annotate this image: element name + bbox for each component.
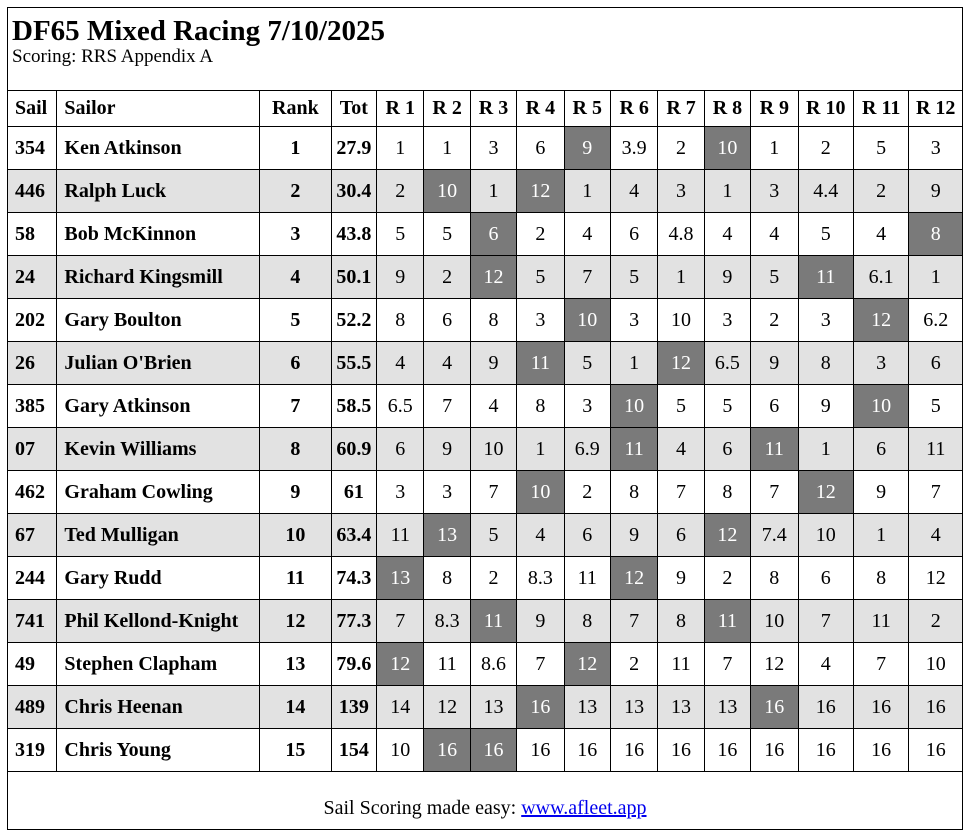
race-score-cell: 5 bbox=[517, 256, 564, 299]
dropped-race-score-cell: 12 bbox=[658, 342, 704, 385]
total-cell: 55.5 bbox=[331, 342, 376, 385]
race-score-cell: 12 bbox=[909, 557, 963, 600]
race-score-cell: 5 bbox=[909, 385, 963, 428]
race-score-cell: 7 bbox=[798, 600, 853, 643]
dropped-race-score-cell: 10 bbox=[517, 471, 564, 514]
race-score-cell: 10 bbox=[658, 299, 704, 342]
race-score-cell: 3 bbox=[853, 342, 908, 385]
race-score-cell: 1 bbox=[424, 127, 470, 170]
column-header: R 11 bbox=[853, 91, 908, 127]
race-score-cell: 8 bbox=[377, 299, 424, 342]
race-score-cell: 7 bbox=[424, 385, 470, 428]
race-score-cell: 14 bbox=[377, 686, 424, 729]
race-score-cell: 9 bbox=[610, 514, 657, 557]
sailor-name-cell: Ken Atkinson bbox=[57, 127, 260, 170]
race-score-cell: 4 bbox=[751, 213, 798, 256]
race-score-cell: 4 bbox=[704, 213, 750, 256]
race-score-cell: 9 bbox=[470, 342, 516, 385]
race-score-cell: 16 bbox=[704, 729, 750, 772]
race-score-cell: 4 bbox=[610, 170, 657, 213]
sail-number-cell: 26 bbox=[8, 342, 57, 385]
rank-cell: 10 bbox=[260, 514, 332, 557]
sail-number-cell: 354 bbox=[8, 127, 57, 170]
race-score-cell: 1 bbox=[564, 170, 610, 213]
race-score-cell: 6 bbox=[610, 213, 657, 256]
afleet-link[interactable]: www.afleet.app bbox=[521, 797, 647, 819]
race-score-cell: 2 bbox=[517, 213, 564, 256]
race-score-cell: 1 bbox=[798, 428, 853, 471]
dropped-race-score-cell: 11 bbox=[704, 600, 750, 643]
rank-cell: 13 bbox=[260, 643, 332, 686]
race-score-cell: 3 bbox=[909, 127, 963, 170]
race-score-cell: 11 bbox=[853, 600, 908, 643]
race-score-cell: 11 bbox=[658, 643, 704, 686]
dropped-race-score-cell: 9 bbox=[564, 127, 610, 170]
race-score-cell: 6 bbox=[751, 385, 798, 428]
race-score-cell: 8.6 bbox=[470, 643, 516, 686]
race-score-cell: 6 bbox=[704, 428, 750, 471]
race-score-cell: 2 bbox=[853, 170, 908, 213]
dropped-race-score-cell: 6 bbox=[470, 213, 516, 256]
total-cell: 79.6 bbox=[331, 643, 376, 686]
table-row bbox=[8, 557, 963, 600]
race-score-cell: 6.2 bbox=[909, 299, 963, 342]
race-score-cell: 5 bbox=[853, 127, 908, 170]
race-score-cell: 3 bbox=[798, 299, 853, 342]
rank-cell: 6 bbox=[260, 342, 332, 385]
race-score-cell: 11 bbox=[424, 643, 470, 686]
sailor-name-cell: Stephen Clapham bbox=[57, 643, 260, 686]
dropped-race-score-cell: 12 bbox=[517, 170, 564, 213]
rank-cell: 14 bbox=[260, 686, 332, 729]
rank-cell: 1 bbox=[260, 127, 332, 170]
race-score-cell: 16 bbox=[610, 729, 657, 772]
dropped-race-score-cell: 12 bbox=[470, 256, 516, 299]
race-score-cell: 1 bbox=[470, 170, 516, 213]
total-cell: 58.5 bbox=[331, 385, 376, 428]
race-score-cell: 8 bbox=[564, 600, 610, 643]
column-header: R 5 bbox=[564, 91, 610, 127]
total-cell: 30.4 bbox=[331, 170, 376, 213]
table-row bbox=[8, 514, 963, 557]
race-score-cell: 6 bbox=[853, 428, 908, 471]
total-cell: 60.9 bbox=[331, 428, 376, 471]
race-score-cell: 8.3 bbox=[517, 557, 564, 600]
rank-cell: 4 bbox=[260, 256, 332, 299]
table-row bbox=[8, 643, 963, 686]
dropped-race-score-cell: 10 bbox=[424, 170, 470, 213]
race-score-cell: 6 bbox=[909, 342, 963, 385]
race-score-cell: 3 bbox=[424, 471, 470, 514]
race-score-cell: 7 bbox=[610, 600, 657, 643]
total-cell: 139 bbox=[331, 686, 376, 729]
footer-text: Sail Scoring made easy: bbox=[323, 797, 522, 819]
race-score-cell: 4 bbox=[909, 514, 963, 557]
sail-number-cell: 244 bbox=[8, 557, 57, 600]
column-header: R 8 bbox=[704, 91, 750, 127]
race-score-cell: 7 bbox=[470, 471, 516, 514]
total-cell: 50.1 bbox=[331, 256, 376, 299]
race-score-cell: 6 bbox=[564, 514, 610, 557]
race-score-cell: 7.4 bbox=[751, 514, 798, 557]
table-row bbox=[8, 471, 963, 514]
race-score-cell: 6 bbox=[658, 514, 704, 557]
race-score-cell: 6.5 bbox=[377, 385, 424, 428]
table-row bbox=[8, 170, 963, 213]
rank-cell: 15 bbox=[260, 729, 332, 772]
race-score-cell: 6.5 bbox=[704, 342, 750, 385]
sailor-name-cell: Ralph Luck bbox=[57, 170, 260, 213]
race-score-cell: 5 bbox=[424, 213, 470, 256]
sailor-name-cell: Gary Atkinson bbox=[57, 385, 260, 428]
race-score-cell: 8 bbox=[610, 471, 657, 514]
race-score-cell: 13 bbox=[470, 686, 516, 729]
sail-number-cell: 385 bbox=[8, 385, 57, 428]
race-score-cell: 13 bbox=[610, 686, 657, 729]
column-header: R 9 bbox=[751, 91, 798, 127]
dropped-race-score-cell: 11 bbox=[470, 600, 516, 643]
race-score-cell: 11 bbox=[909, 428, 963, 471]
race-score-cell: 8 bbox=[424, 557, 470, 600]
table-row bbox=[8, 600, 963, 643]
race-score-cell: 2 bbox=[751, 299, 798, 342]
race-score-cell: 3 bbox=[470, 127, 516, 170]
race-score-cell: 6.1 bbox=[853, 256, 908, 299]
race-score-cell: 8 bbox=[853, 557, 908, 600]
race-score-cell: 16 bbox=[798, 729, 853, 772]
sail-number-cell: 58 bbox=[8, 213, 57, 256]
race-score-cell: 9 bbox=[798, 385, 853, 428]
sailor-name-cell: Gary Boulton bbox=[57, 299, 260, 342]
race-score-cell: 8 bbox=[798, 342, 853, 385]
race-score-cell: 8 bbox=[470, 299, 516, 342]
column-header: R 4 bbox=[517, 91, 564, 127]
race-score-cell: 6 bbox=[798, 557, 853, 600]
race-score-cell: 2 bbox=[377, 170, 424, 213]
sail-number-cell: 741 bbox=[8, 600, 57, 643]
table-row bbox=[8, 686, 963, 729]
dropped-race-score-cell: 11 bbox=[751, 428, 798, 471]
dropped-race-score-cell: 13 bbox=[424, 514, 470, 557]
race-score-cell: 2 bbox=[470, 557, 516, 600]
rank-cell: 9 bbox=[260, 471, 332, 514]
race-score-cell: 10 bbox=[909, 643, 963, 686]
race-score-cell: 6 bbox=[424, 299, 470, 342]
total-cell: 77.3 bbox=[331, 600, 376, 643]
race-score-cell: 2 bbox=[564, 471, 610, 514]
column-header: R 7 bbox=[658, 91, 704, 127]
table-row bbox=[8, 256, 963, 299]
sailor-name-cell: Phil Kellond-Knight bbox=[57, 600, 260, 643]
race-score-cell: 4 bbox=[798, 643, 853, 686]
dropped-race-score-cell: 10 bbox=[853, 385, 908, 428]
dropped-race-score-cell: 16 bbox=[517, 686, 564, 729]
page-subtitle: Scoring: RRS Appendix A bbox=[12, 46, 214, 67]
sailor-name-cell: Kevin Williams bbox=[57, 428, 260, 471]
sail-number-cell: 202 bbox=[8, 299, 57, 342]
dropped-race-score-cell: 13 bbox=[377, 557, 424, 600]
race-score-cell: 5 bbox=[751, 256, 798, 299]
rank-cell: 8 bbox=[260, 428, 332, 471]
column-header: R 10 bbox=[798, 91, 853, 127]
column-header: R 2 bbox=[424, 91, 470, 127]
race-score-cell: 7 bbox=[751, 471, 798, 514]
race-score-cell: 10 bbox=[751, 600, 798, 643]
dropped-race-score-cell: 10 bbox=[564, 299, 610, 342]
race-score-cell: 3.9 bbox=[610, 127, 657, 170]
total-cell: 61 bbox=[331, 471, 376, 514]
dropped-race-score-cell: 12 bbox=[610, 557, 657, 600]
sailor-name-cell: Gary Rudd bbox=[57, 557, 260, 600]
dropped-race-score-cell: 12 bbox=[798, 471, 853, 514]
sailor-name-cell: Chris Heenan bbox=[57, 686, 260, 729]
rank-cell: 11 bbox=[260, 557, 332, 600]
race-score-cell: 1 bbox=[377, 127, 424, 170]
dropped-race-score-cell: 11 bbox=[517, 342, 564, 385]
total-cell: 52.2 bbox=[331, 299, 376, 342]
column-header: Tot bbox=[331, 91, 376, 127]
race-score-cell: 5 bbox=[470, 514, 516, 557]
race-score-cell: 10 bbox=[377, 729, 424, 772]
race-score-cell: 10 bbox=[470, 428, 516, 471]
race-score-cell: 4.4 bbox=[798, 170, 853, 213]
race-score-cell: 1 bbox=[909, 256, 963, 299]
race-score-cell: 7 bbox=[564, 256, 610, 299]
race-score-cell: 13 bbox=[704, 686, 750, 729]
sail-number-cell: 462 bbox=[8, 471, 57, 514]
rank-cell: 7 bbox=[260, 385, 332, 428]
results-body bbox=[8, 127, 963, 772]
dropped-race-score-cell: 16 bbox=[751, 686, 798, 729]
race-score-cell: 10 bbox=[798, 514, 853, 557]
race-score-cell: 8 bbox=[517, 385, 564, 428]
total-cell: 43.8 bbox=[331, 213, 376, 256]
race-score-cell: 8 bbox=[658, 600, 704, 643]
race-score-cell: 11 bbox=[377, 514, 424, 557]
race-score-cell: 16 bbox=[751, 729, 798, 772]
race-score-cell: 16 bbox=[658, 729, 704, 772]
dropped-race-score-cell: 11 bbox=[610, 428, 657, 471]
race-score-cell: 6 bbox=[517, 127, 564, 170]
dropped-race-score-cell: 16 bbox=[470, 729, 516, 772]
sailor-name-cell: Ted Mulligan bbox=[57, 514, 260, 557]
sailor-name-cell: Chris Young bbox=[57, 729, 260, 772]
column-header: Sailor bbox=[57, 91, 260, 127]
race-score-cell: 5 bbox=[564, 342, 610, 385]
race-score-cell: 7 bbox=[853, 643, 908, 686]
race-score-cell: 5 bbox=[377, 213, 424, 256]
dropped-race-score-cell: 8 bbox=[909, 213, 963, 256]
race-score-cell: 3 bbox=[658, 170, 704, 213]
rank-cell: 12 bbox=[260, 600, 332, 643]
race-score-cell: 8 bbox=[704, 471, 750, 514]
sailor-name-cell: Richard Kingsmill bbox=[57, 256, 260, 299]
race-score-cell: 7 bbox=[377, 600, 424, 643]
total-cell: 74.3 bbox=[331, 557, 376, 600]
race-score-cell: 16 bbox=[564, 729, 610, 772]
race-score-cell: 8.3 bbox=[424, 600, 470, 643]
race-score-cell: 9 bbox=[909, 170, 963, 213]
race-score-cell: 16 bbox=[909, 686, 963, 729]
dropped-race-score-cell: 10 bbox=[704, 127, 750, 170]
rank-cell: 5 bbox=[260, 299, 332, 342]
footer bbox=[7, 787, 963, 830]
race-score-cell: 9 bbox=[853, 471, 908, 514]
race-score-cell: 6 bbox=[377, 428, 424, 471]
sailor-name-cell: Julian O'Brien bbox=[57, 342, 260, 385]
race-score-cell: 4 bbox=[564, 213, 610, 256]
race-score-cell: 4 bbox=[424, 342, 470, 385]
sail-number-cell: 319 bbox=[8, 729, 57, 772]
total-cell: 63.4 bbox=[331, 514, 376, 557]
results-table bbox=[7, 90, 963, 772]
table-row bbox=[8, 729, 963, 772]
column-header: Rank bbox=[260, 91, 332, 127]
dropped-race-score-cell: 11 bbox=[798, 256, 853, 299]
table-row bbox=[8, 213, 963, 256]
header-row bbox=[8, 91, 963, 127]
column-header: R 1 bbox=[377, 91, 424, 127]
race-score-cell: 5 bbox=[610, 256, 657, 299]
race-score-cell: 16 bbox=[909, 729, 963, 772]
race-score-cell: 7 bbox=[704, 643, 750, 686]
race-score-cell: 8 bbox=[751, 557, 798, 600]
table-row bbox=[8, 127, 963, 170]
sail-number-cell: 07 bbox=[8, 428, 57, 471]
race-score-cell: 3 bbox=[610, 299, 657, 342]
sail-number-cell: 67 bbox=[8, 514, 57, 557]
race-score-cell: 2 bbox=[610, 643, 657, 686]
rank-cell: 2 bbox=[260, 170, 332, 213]
column-header: R 3 bbox=[470, 91, 516, 127]
table-row bbox=[8, 342, 963, 385]
race-score-cell: 9 bbox=[658, 557, 704, 600]
total-cell: 154 bbox=[331, 729, 376, 772]
sailor-name-cell: Graham Cowling bbox=[57, 471, 260, 514]
race-score-cell: 12 bbox=[424, 686, 470, 729]
race-score-cell: 2 bbox=[798, 127, 853, 170]
race-score-cell: 1 bbox=[610, 342, 657, 385]
race-score-cell: 6.9 bbox=[564, 428, 610, 471]
race-score-cell: 3 bbox=[751, 170, 798, 213]
sail-number-cell: 49 bbox=[8, 643, 57, 686]
race-score-cell: 9 bbox=[377, 256, 424, 299]
dropped-race-score-cell: 10 bbox=[610, 385, 657, 428]
race-score-cell: 12 bbox=[751, 643, 798, 686]
dropped-race-score-cell: 12 bbox=[853, 299, 908, 342]
race-score-cell: 2 bbox=[704, 557, 750, 600]
race-score-cell: 5 bbox=[704, 385, 750, 428]
dropped-race-score-cell: 12 bbox=[377, 643, 424, 686]
race-score-cell: 9 bbox=[517, 600, 564, 643]
table-row bbox=[8, 385, 963, 428]
race-score-cell: 13 bbox=[658, 686, 704, 729]
total-cell: 27.9 bbox=[331, 127, 376, 170]
race-score-cell: 7 bbox=[658, 471, 704, 514]
race-score-cell: 11 bbox=[564, 557, 610, 600]
page-title: DF65 Mixed Racing 7/10/2025 bbox=[12, 15, 385, 47]
sail-number-cell: 446 bbox=[8, 170, 57, 213]
race-score-cell: 16 bbox=[853, 729, 908, 772]
race-score-cell: 1 bbox=[658, 256, 704, 299]
rank-cell: 3 bbox=[260, 213, 332, 256]
race-score-cell: 9 bbox=[704, 256, 750, 299]
race-score-cell: 4 bbox=[470, 385, 516, 428]
race-score-cell: 1 bbox=[704, 170, 750, 213]
table-row bbox=[8, 428, 963, 471]
column-header: R 6 bbox=[610, 91, 657, 127]
sail-number-cell: 489 bbox=[8, 686, 57, 729]
column-header: R 12 bbox=[909, 91, 963, 127]
race-score-cell: 13 bbox=[564, 686, 610, 729]
dropped-race-score-cell: 12 bbox=[564, 643, 610, 686]
race-score-cell: 4 bbox=[517, 514, 564, 557]
race-score-cell: 16 bbox=[798, 686, 853, 729]
race-score-cell: 4.8 bbox=[658, 213, 704, 256]
race-score-cell: 5 bbox=[798, 213, 853, 256]
race-score-cell: 3 bbox=[564, 385, 610, 428]
race-score-cell: 9 bbox=[424, 428, 470, 471]
race-score-cell: 7 bbox=[909, 471, 963, 514]
race-score-cell: 16 bbox=[853, 686, 908, 729]
race-score-cell: 5 bbox=[658, 385, 704, 428]
race-score-cell: 16 bbox=[517, 729, 564, 772]
race-score-cell: 2 bbox=[658, 127, 704, 170]
race-score-cell: 1 bbox=[853, 514, 908, 557]
column-header: Sail bbox=[8, 91, 57, 127]
race-score-cell: 3 bbox=[517, 299, 564, 342]
race-score-cell: 7 bbox=[517, 643, 564, 686]
race-score-cell: 4 bbox=[853, 213, 908, 256]
race-score-cell: 9 bbox=[751, 342, 798, 385]
sailor-name-cell: Bob McKinnon bbox=[57, 213, 260, 256]
sail-number-cell: 24 bbox=[8, 256, 57, 299]
header bbox=[12, 16, 385, 68]
race-score-cell: 1 bbox=[517, 428, 564, 471]
race-score-cell: 1 bbox=[751, 127, 798, 170]
race-score-cell: 3 bbox=[704, 299, 750, 342]
race-score-cell: 4 bbox=[658, 428, 704, 471]
table-row bbox=[8, 299, 963, 342]
race-score-cell: 4 bbox=[377, 342, 424, 385]
race-score-cell: 2 bbox=[424, 256, 470, 299]
race-score-cell: 2 bbox=[909, 600, 963, 643]
dropped-race-score-cell: 12 bbox=[704, 514, 750, 557]
dropped-race-score-cell: 16 bbox=[424, 729, 470, 772]
race-score-cell: 3 bbox=[377, 471, 424, 514]
